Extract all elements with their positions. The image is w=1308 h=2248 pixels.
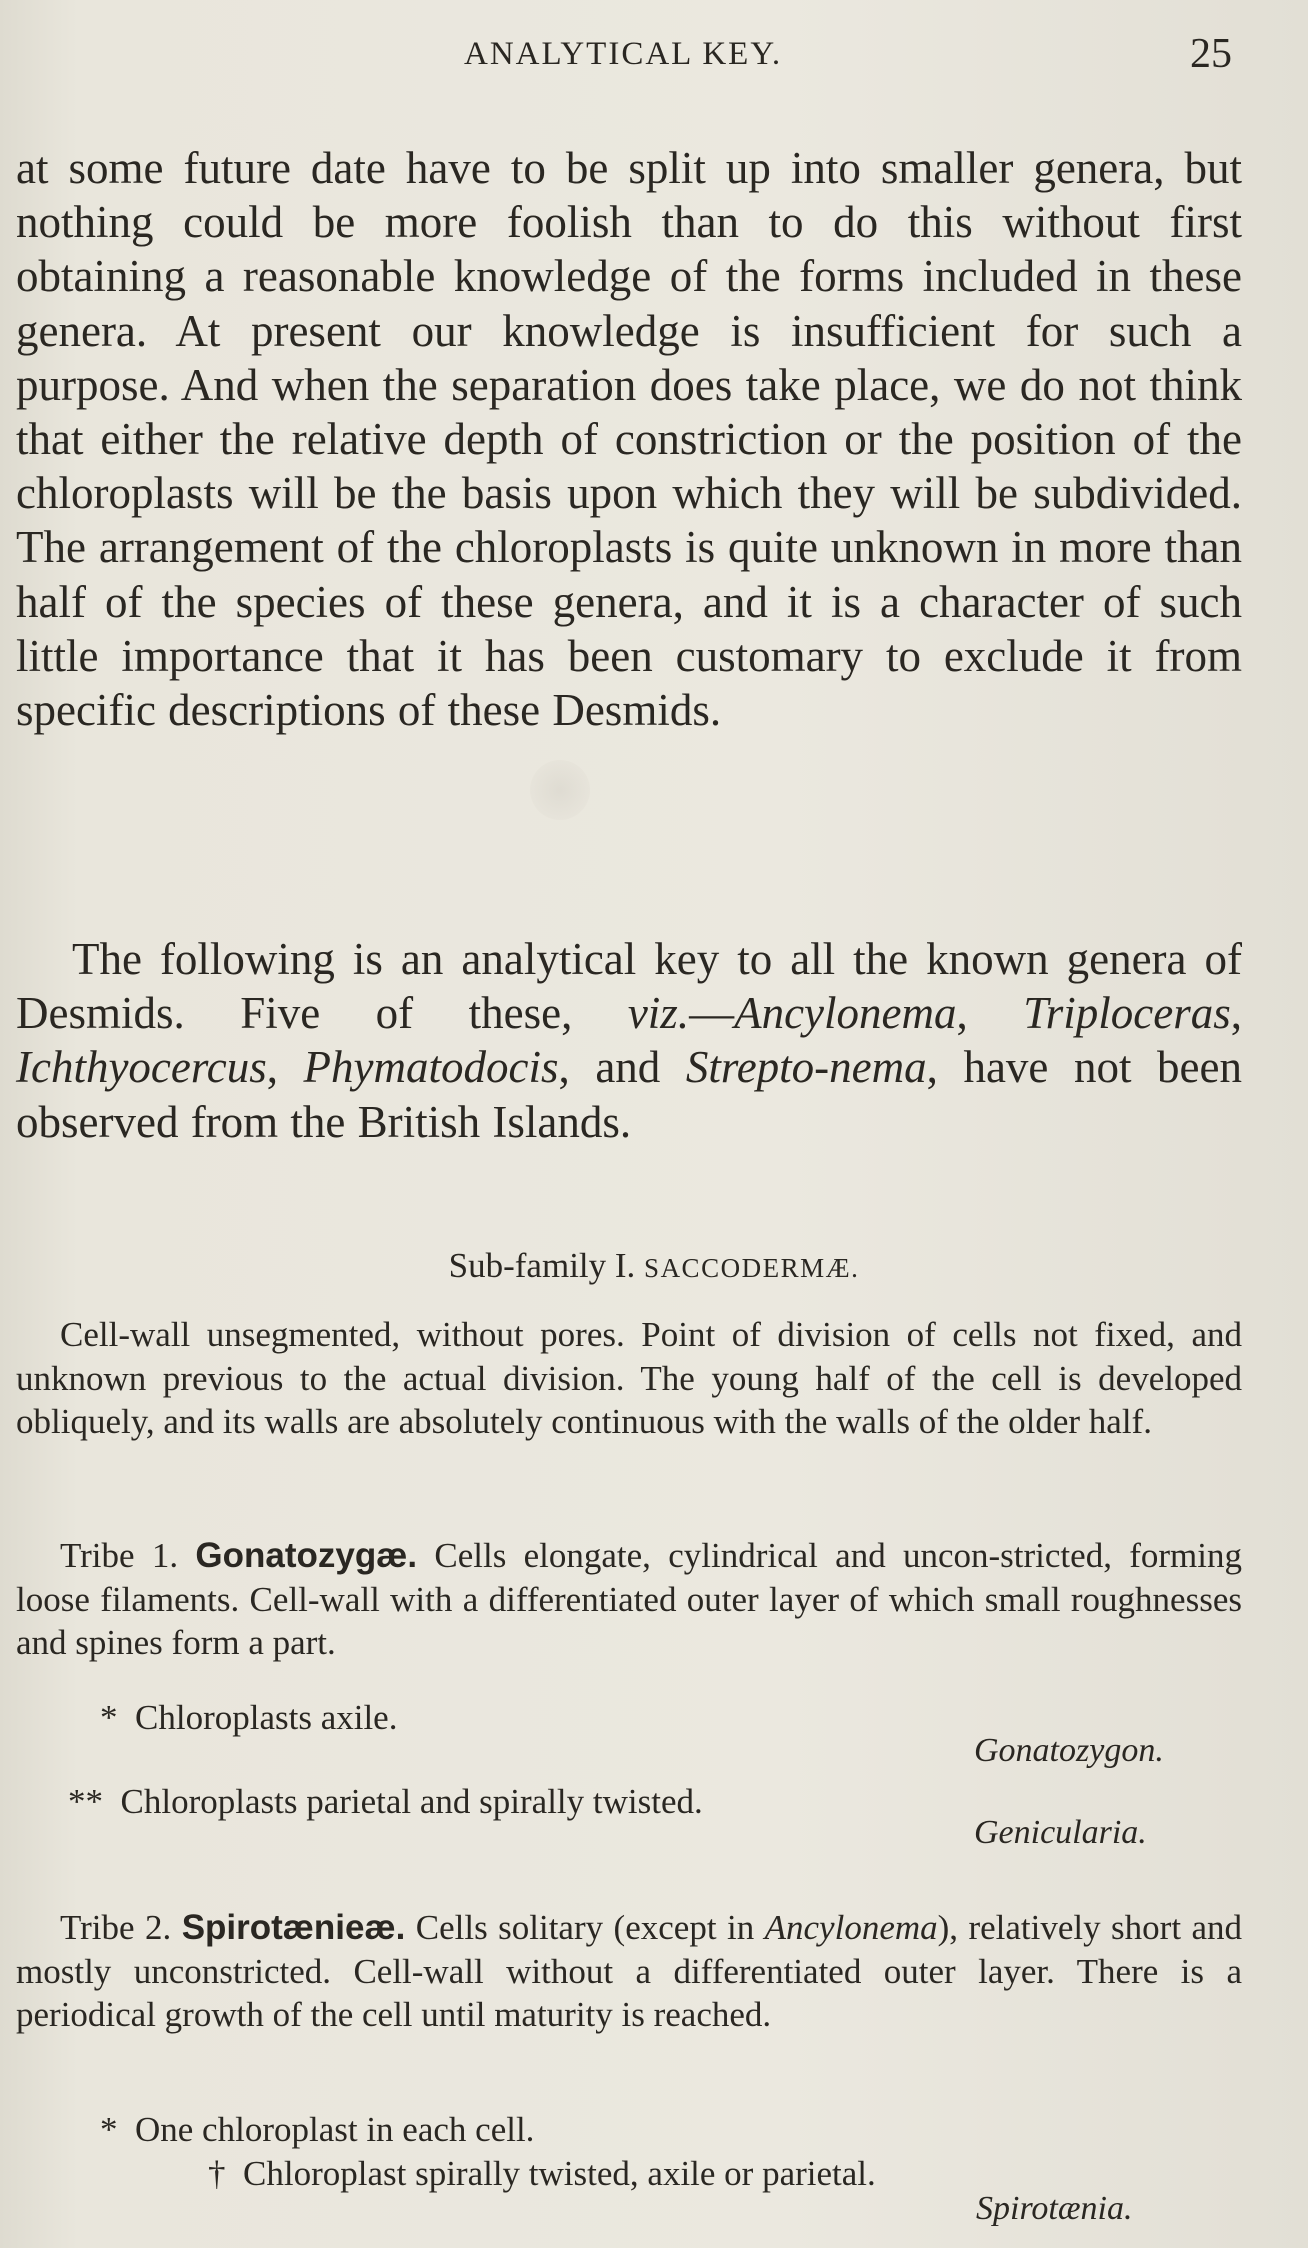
separator: , and (558, 1042, 686, 1093)
tribe-1-key-2 (68, 1782, 703, 1822)
tribe-2-name: Spirotænieæ. (181, 1908, 406, 1947)
separator: , (956, 988, 1024, 1039)
tribe-2-text-continued: ), relatively short and mostly unconstricted. Cell-wall without a differentiated outer layer. There is a periodical growth of the cell until maturity is reached. (16, 1908, 1243, 2034)
key-text: One chloroplast in each cell. (135, 2110, 535, 2149)
subfamily-description-text: Cell-wall unsegmented, without pores. Point of division of cells not fixed, and unknown previous to the actual division. The young half of the cell is developed obliquely, and its walls are absolutely continuous with the walls of the older half. (16, 1315, 1242, 1441)
key-mark: † (208, 2154, 226, 2193)
separator: , (266, 1042, 304, 1093)
tribe-2-key-2 (208, 2154, 876, 2194)
body-paragraph-2 (16, 932, 1242, 1149)
genus-streptonema: Strepto-nema (685, 1042, 927, 1093)
genus-ancylonema-ref: Ancylonema (764, 1908, 938, 1947)
genus-gonatozygon: Gonatozygon. (974, 1732, 1164, 1769)
running-head: ANALYTICAL KEY. (464, 36, 783, 72)
page-number: 25 (1190, 31, 1232, 77)
key-intro-text: The following is an analytical key to all the known genera of Desmids. Five of these, (16, 934, 1242, 1039)
key-text: Chloroplasts axile. (135, 1698, 398, 1737)
key-mark: * (100, 1698, 118, 1737)
tribe-2-label: Tribe 2. (60, 1908, 172, 1947)
tribe-1-description (16, 1534, 1242, 1665)
genus-phymatodocis: Phymatodocis (303, 1042, 559, 1093)
key-mark: * (100, 2110, 118, 2149)
genus-ichthyocercus: Ichthyocercus (16, 1042, 267, 1093)
subfamily-name: SACCODERMÆ. (644, 1253, 860, 1283)
body-paragraph-1: at some future date have to be split up into smaller genera, but nothing could be more foolish than to do this without first obtaining a reasonable knowledge of the forms included in these genera. At present our knowledge is insufficient for such a purpose. And when the separation does take place, we do not think that either the relative depth of constriction or the position of the chloroplasts will be the basis upon which they will be subdivided. The arrangement of the chloroplasts is quite unknown in more than half of the species of these genera, and it is a character of such little importance that it has been customary to exclude it from specific descriptions of these Desmids. (16, 143, 1242, 736)
tribe-1-label: Tribe 1. (60, 1536, 179, 1575)
tribe-2-key-1 (100, 2110, 534, 2150)
paper-smudge (530, 760, 590, 820)
key-text: Chloroplast spirally twisted, axile or parietal. (243, 2154, 876, 2193)
key-intro-tail: , have not been observed from the British Islands. (16, 1042, 1242, 1147)
tribe-1-key-1 (100, 1698, 397, 1738)
subfamily-heading (0, 1246, 1308, 1286)
tribe-1-name: Gonatozygæ. (195, 1536, 418, 1575)
genus-triploceras: Triploceras (1023, 988, 1231, 1039)
subfamily-prefix: Sub-family I. (448, 1246, 636, 1285)
genus-ancylonema: Ancylonema (734, 988, 957, 1039)
viz-abbrev: viz. (627, 988, 690, 1039)
genus-spirotaenia: Spirotænia. (976, 2190, 1133, 2227)
tribe-1-text: Cells elongate, cylindrical and uncon-stricted, forming loose filaments. Cell-wall with a differentiated outer layer of which small roughnesses and spines form a part. (16, 1536, 1242, 1662)
key-mark: ** (68, 1782, 103, 1821)
tribe-2-description (16, 1906, 1242, 2037)
tribe-2-text: Cells solitary (except in (415, 1908, 755, 1947)
subfamily-description (16, 1313, 1242, 1444)
separator: , (1230, 988, 1243, 1039)
em-dash: — (689, 988, 735, 1039)
key-text: Chloroplasts parietal and spirally twisted. (120, 1782, 703, 1821)
genus-genicularia: Genicularia. (974, 1814, 1147, 1851)
